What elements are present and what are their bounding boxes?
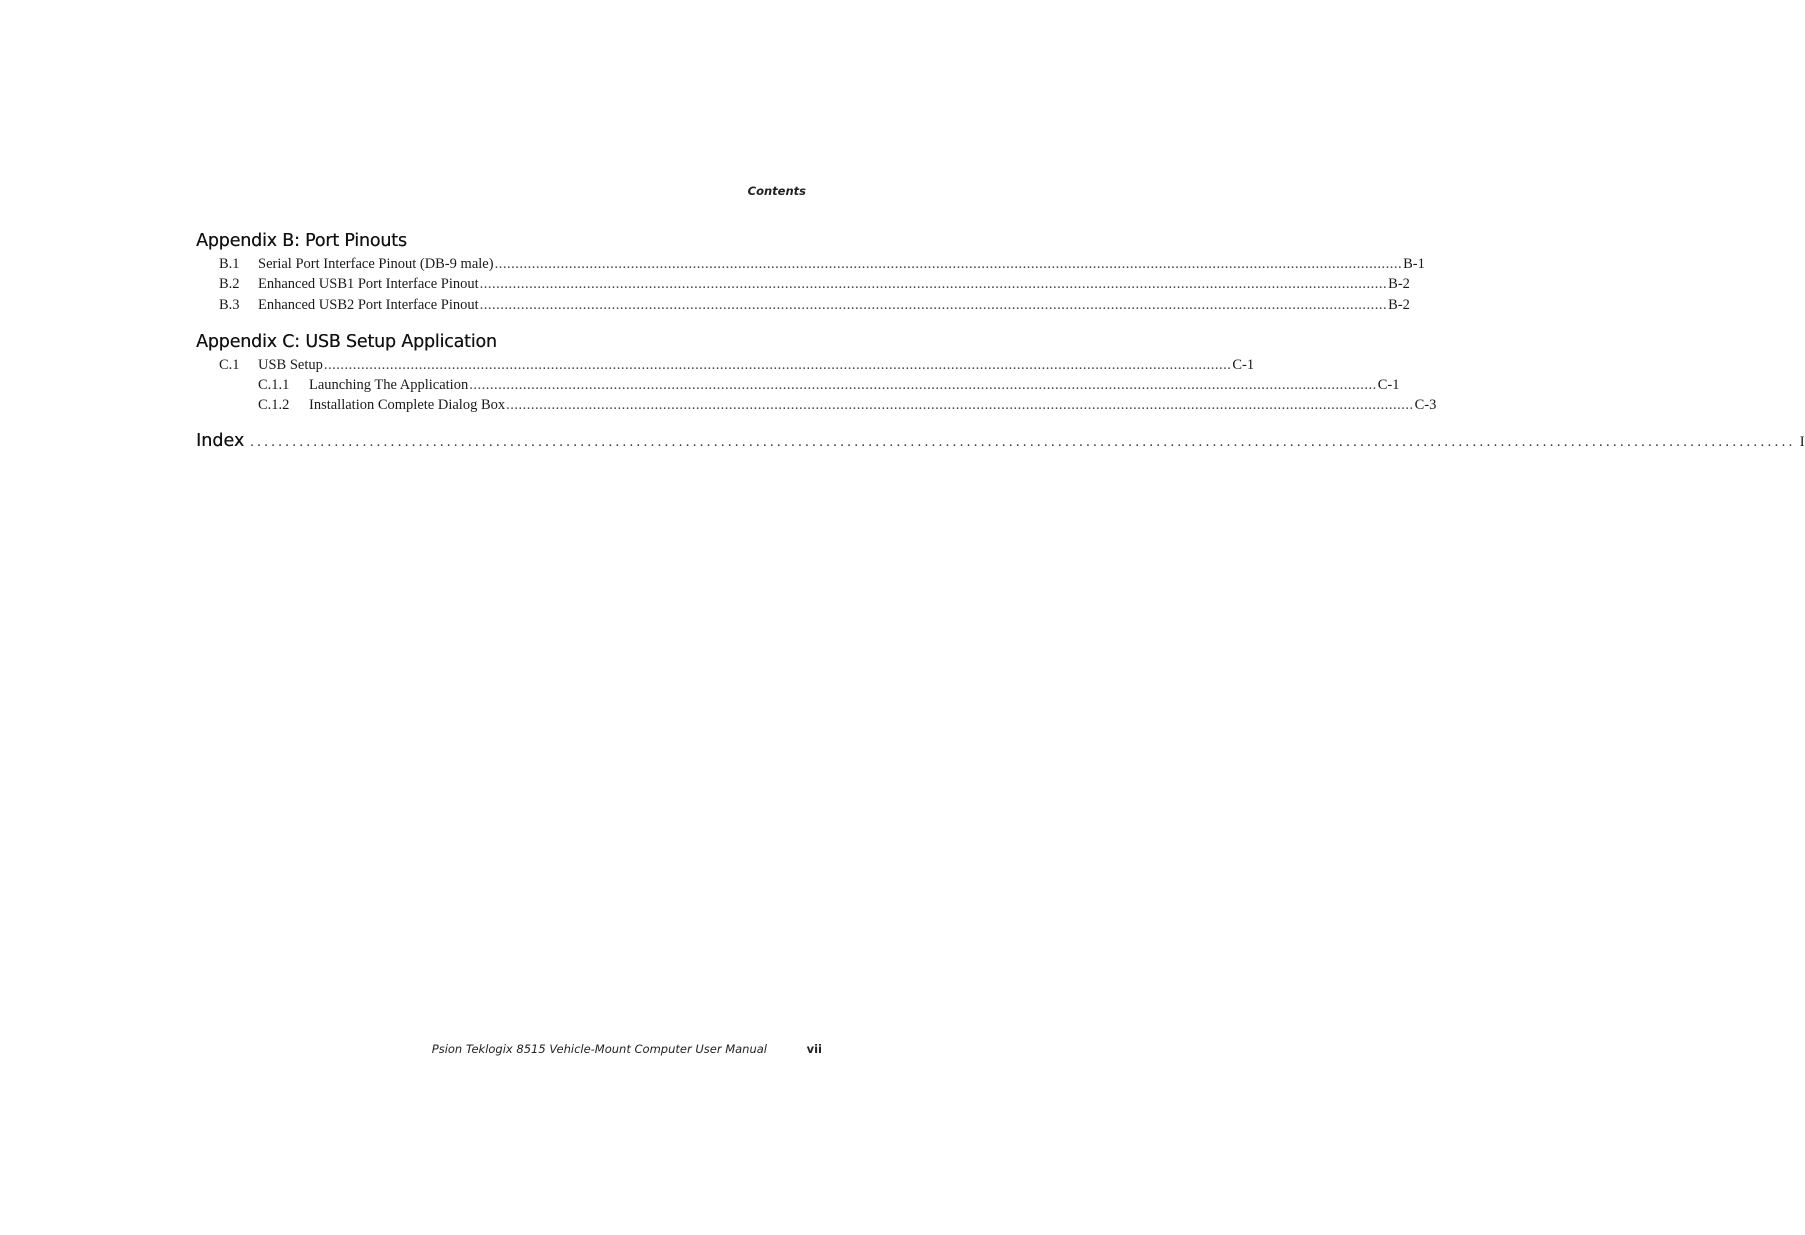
toc-entry-c1-2[interactable] xyxy=(196,395,1437,415)
appendix-c-title[interactable]: Appendix C: USB Setup Application xyxy=(196,331,497,352)
entry-page: C-1 xyxy=(1377,377,1400,394)
dot-leader: ............................................................................................................................................................................................................................ xyxy=(494,256,1403,272)
appendix-b-title[interactable]: Appendix B: Port Pinouts xyxy=(196,231,407,251)
entry-number: B.1 xyxy=(219,256,240,272)
dot-leader: ............................................................................................................................................................................................................................ xyxy=(479,276,1388,293)
entry-title: Launching The Application xyxy=(309,377,469,394)
page-footer xyxy=(380,1042,822,1060)
entry-number: C.1.1 xyxy=(258,377,290,394)
entry-page: C-1 xyxy=(1232,356,1255,373)
toc-entry-c1-1[interactable] xyxy=(196,375,1400,395)
entry-page: B-1 xyxy=(1403,256,1425,272)
entry-title: Enhanced USB2 Port Interface Pinout xyxy=(258,296,479,313)
appendix-b-section xyxy=(196,228,1425,315)
table-of-contents xyxy=(196,228,1805,454)
appendix-c-section xyxy=(196,329,1437,416)
dot-leader: ............................................................................................................................................................................................................................ xyxy=(323,356,1232,373)
toc-entry-b3[interactable] xyxy=(196,295,1410,315)
entry-title: Enhanced USB1 Port Interface Pinout xyxy=(258,276,479,293)
dot-leader: ............................................................................................................................................................................................................................ xyxy=(469,377,1377,394)
toc-entry-c1[interactable] xyxy=(196,355,1255,375)
page-number: vii xyxy=(806,1042,822,1056)
entry-page: B-2 xyxy=(1388,276,1410,293)
toc-entry-index[interactable] xyxy=(196,428,1805,454)
index-title: Index xyxy=(196,430,245,451)
running-head: Contents xyxy=(747,184,806,198)
entry-page: B-2 xyxy=(1388,296,1410,313)
index-page: I xyxy=(1799,433,1805,450)
entry-number: C.1 xyxy=(219,356,240,373)
dot-leader: ............................................................................................................................................................................................................................ xyxy=(250,433,1796,450)
entry-title: Installation Complete Dialog Box xyxy=(309,397,506,414)
entry-page: C-3 xyxy=(1414,397,1437,414)
entry-number: C.1.2 xyxy=(258,397,290,414)
entry-number: B.2 xyxy=(219,276,240,293)
footer-manual-title: Psion Teklogix 8515 Vehicle-Mount Computer User Manual xyxy=(431,1042,767,1056)
entry-title: Serial Port Interface Pinout (DB-9 male) xyxy=(258,256,494,272)
toc-entry-b2[interactable] xyxy=(196,274,1410,294)
toc-entry-b1[interactable] xyxy=(196,254,1425,274)
dot-leader: ............................................................................................................................................................................................................................ xyxy=(506,397,1414,414)
entry-title: USB Setup xyxy=(258,356,323,373)
dot-leader: ............................................................................................................................................................................................................................ xyxy=(479,296,1388,313)
entry-number: B.3 xyxy=(219,296,240,313)
